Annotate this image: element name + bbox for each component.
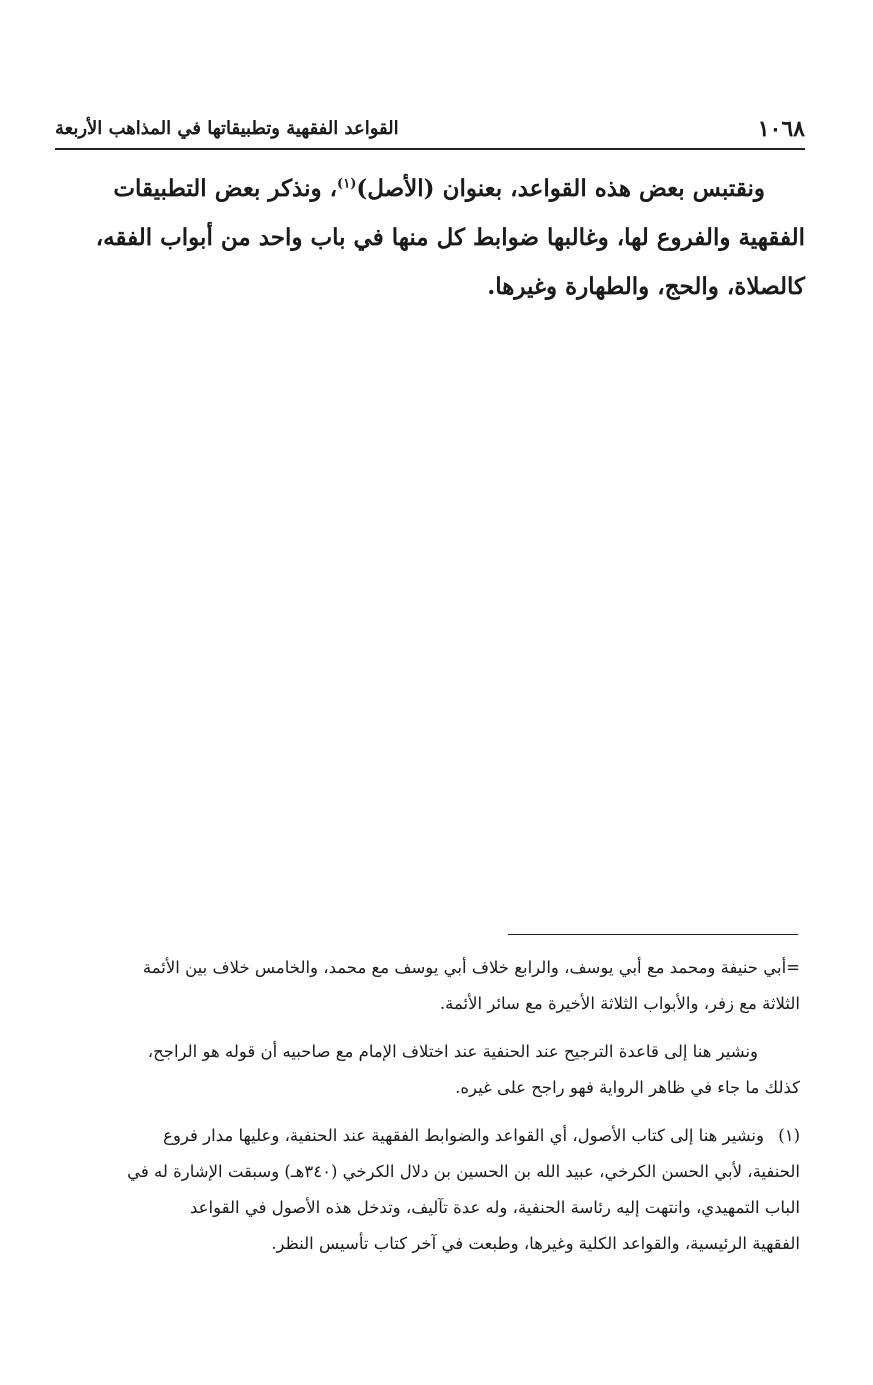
page-number: ١٠٦٨ <box>757 116 805 142</box>
footnote-line: الفقهية الرئيسية، والقواعد الكلية وغيرها، وطبعت في آخر كتاب تأسيس النظر. <box>271 1234 800 1253</box>
footnote-continuation <box>55 950 800 1022</box>
footnote-line: كذلك ما جاء في ظاهر الرواية فهو راجح على غيره. <box>455 1078 800 1097</box>
footnote-line: الثلاثة مع زفر، والأبواب الثلاثة الأخيرة مع سائر الأئمة. <box>439 994 800 1013</box>
running-title: القواعد الفقهية وتطبيقاتها في المذاهب الأربعة <box>55 118 399 139</box>
footnote-line: =أبي حنيفة ومحمد مع أبي يوسف، والرابع خلاف أبي يوسف مع محمد، والخامس خلاف بين الأئمة <box>142 958 800 977</box>
footnote-line-text: ونشير هنا إلى كتاب الأصول، أي القواعد والضوابط الفقهية عند الحنفية، وعليها مدار فروع <box>163 1126 764 1145</box>
footnote-marker: (١) <box>778 1126 800 1145</box>
body-line-text: ، ونذكر بعض التطبيقات <box>113 175 338 202</box>
body-line-text: ونقتبس بعض هذه القواعد، بعنوان (الأصل) <box>356 175 765 202</box>
body-line <box>60 164 805 213</box>
body-line: كالصلاة، والحج، والطهارة وغيرها. <box>487 273 805 300</box>
page-header <box>55 112 805 146</box>
footnote-1 <box>55 1118 800 1262</box>
footnote-line <box>55 1118 800 1154</box>
main-text <box>60 164 805 311</box>
footnote-note <box>55 1034 800 1106</box>
body-line: الفقهية والفروع لها، وغالبها ضوابط كل منها في باب واحد من أبواب الفقه، <box>95 224 805 251</box>
footnote-line: الحنفية، لأبي الحسن الكرخي، عبيد الله بن الحسين بن دلال الكرخي (٣٤٠هـ) وسبقت الإشارة له في <box>127 1162 800 1181</box>
footnotes <box>55 950 800 1274</box>
footnote-line: الباب التمهيدي، وانتهت إليه رئاسة الحنفية، وله عدة تآليف، وتدخل هذه الأصول في القواعد <box>190 1198 800 1217</box>
footnote-line <box>55 1034 800 1070</box>
header-rule <box>55 148 805 150</box>
footnote-line-text: ونشير هنا إلى قاعدة الترجيح عند الحنفية عند اختلاف الإمام مع صاحبيه أن قوله هو الراجح، <box>147 1042 758 1061</box>
footnote-separator <box>508 934 798 935</box>
footnote-reference: (١) <box>337 176 357 192</box>
